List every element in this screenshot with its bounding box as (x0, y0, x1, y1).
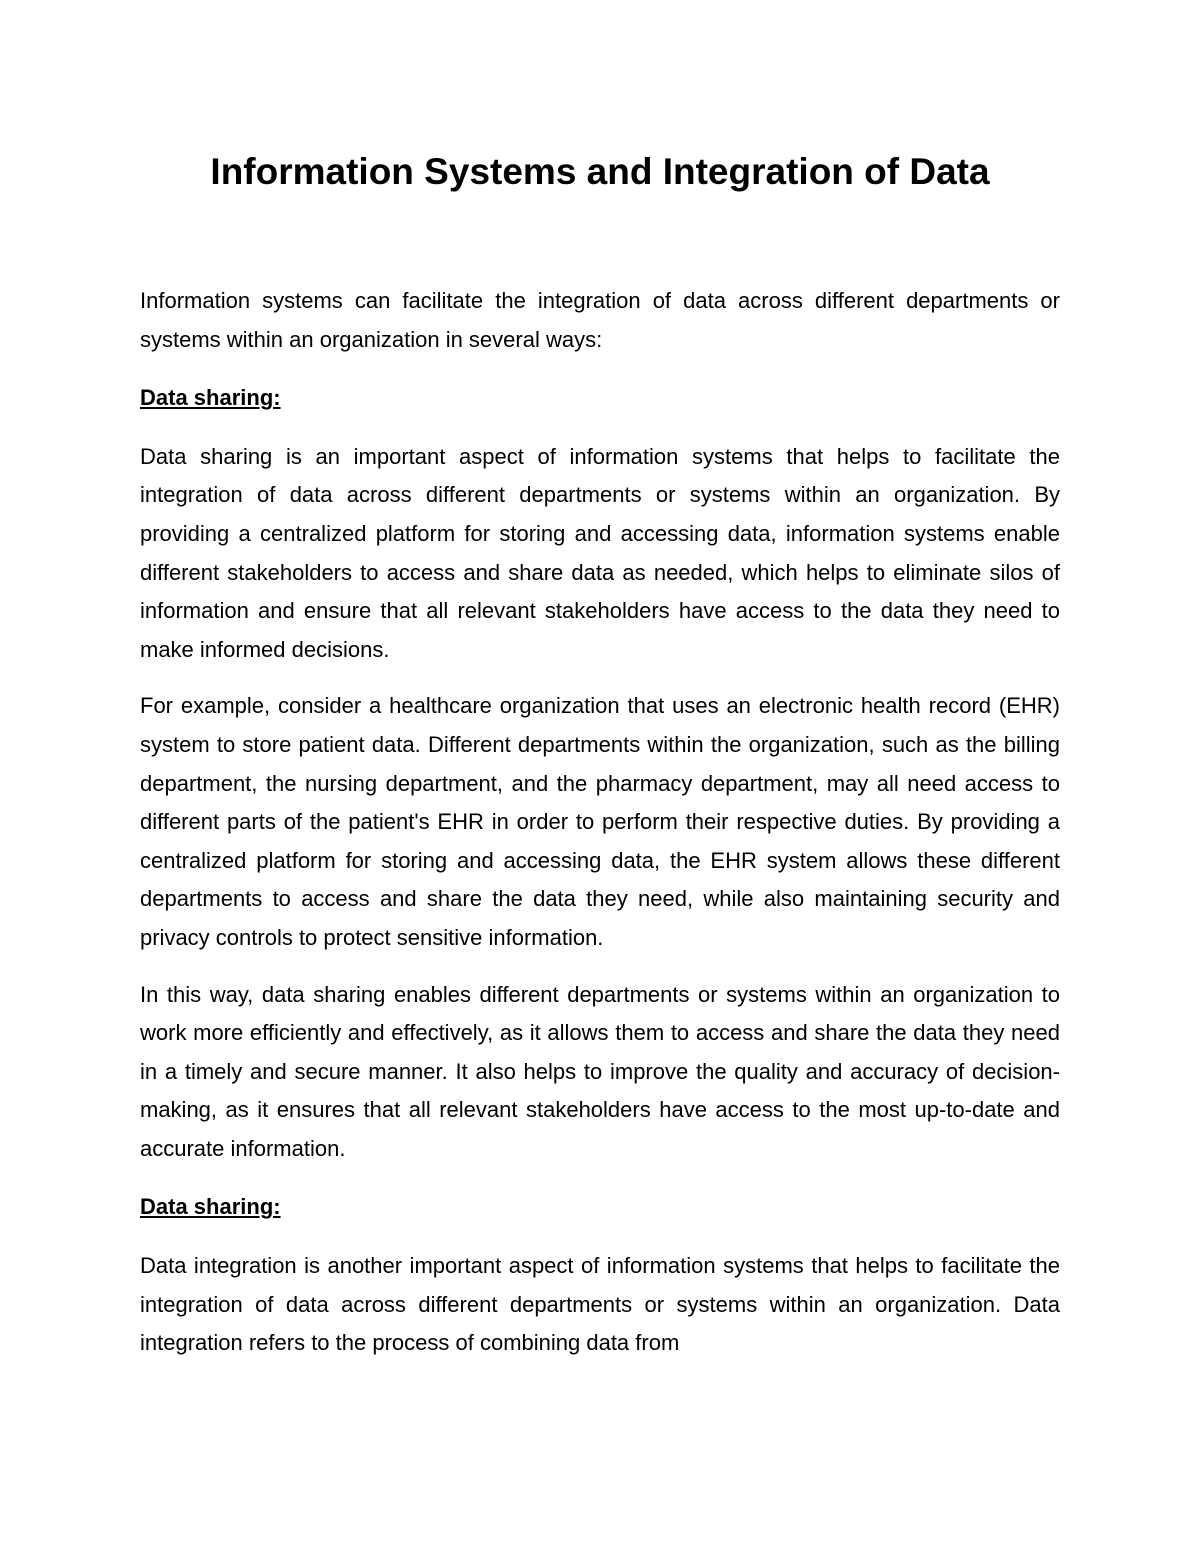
paragraph-data-integration: Data integration is another important aspect of information systems that helps to facilitate the integration of data across different departments or systems within an organization. Data integration refers to the process of combining data from (140, 1253, 1060, 1356)
paragraph-healthcare-example: For example, consider a healthcare organization that uses an electronic health record (EHR) system to store patient data. Different departments within the organization, such as the billing department, the nursing department, and the pharmacy department, may all need access to different parts of the patient's EHR in order to perform their respective duties. By providing a centralized platform for storing and accessing data, the EHR system allows these different departments to access and share the data they need, while also maintaining security and privacy controls to protect sensitive information. (140, 693, 1060, 950)
intro-paragraph: Information systems can facilitate the integration of data across different departments or systems within an organization in several ways: (140, 288, 1060, 352)
section-heading-data-sharing: Data sharing: (140, 385, 281, 411)
paragraph-data-sharing-benefits: In this way, data sharing enables different departments or systems within an organization to work more efficiently and effectively, as it allows them to access and share the data they need in a timely and secure manner. It also helps to improve the quality and accuracy of decision-making, as it ensures that all relevant stakeholders have access to the most up-to-date and accurate information. (140, 981, 1060, 1161)
section-heading-data-sharing-2: Data sharing: (140, 1194, 281, 1220)
paragraph-data-sharing-overview: Data sharing is an important aspect of information systems that helps to facilitate the integration of data across different departments or systems within an organization. By providing a centralized platform for storing and accessing data, information systems enable different stakeholders to access and share data as needed, which helps to eliminate silos of information and ensure that all relevant stakeholders have access to the data they need to make informed decisions. (140, 443, 1060, 662)
document-title: Information Systems and Integration of Data (210, 151, 990, 192)
